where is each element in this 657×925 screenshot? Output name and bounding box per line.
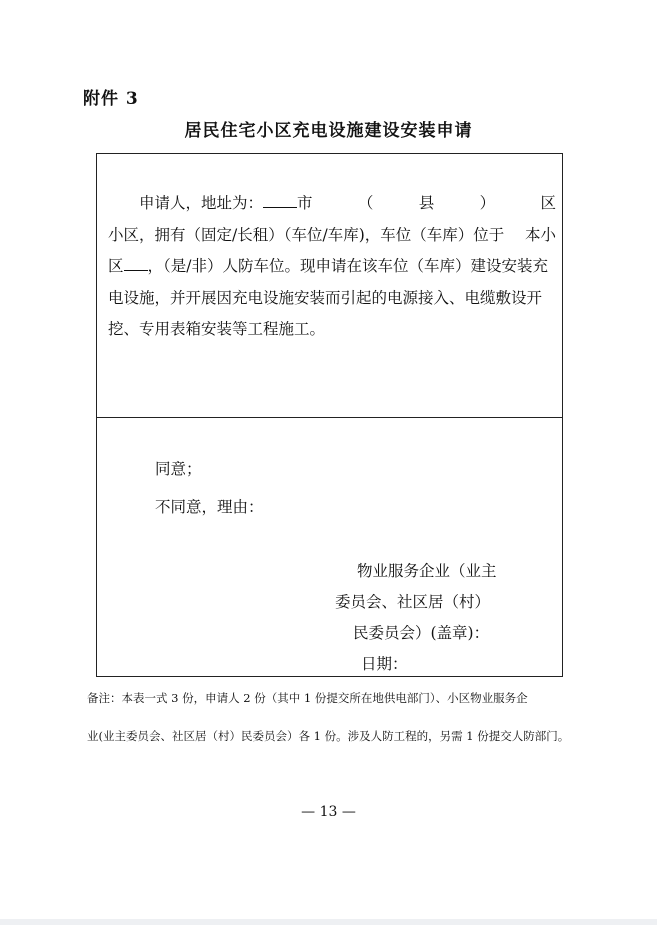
signature-line-2: 委员会、社区居（村） xyxy=(335,593,491,611)
page-number: — 13 — xyxy=(301,804,356,820)
note-line-1: 备注：本表一式 3 份，申请人 2 份（其中 1 份提交所在地供电部门）、小区物业服务企 xyxy=(87,691,528,705)
city-label: 市 xyxy=(297,194,313,212)
document-title: 居民住宅小区充电设施建设安装申请 xyxy=(184,121,473,141)
application-line-1 xyxy=(108,188,556,220)
parking-ownership-text: 小区，拥有（固定/长租）（车位/车库)，车位（车库）位于 xyxy=(108,225,505,244)
note-line-2: 业(业主委员会、社区居（村）民委员会）各 1 份。涉及人防工程的，另需 1 份提交人防部门。 xyxy=(87,729,570,743)
paren-open: （ xyxy=(357,194,374,212)
date-label: 日期： xyxy=(361,655,408,673)
disagree-option: 不同意，理由： xyxy=(155,498,264,516)
application-text xyxy=(108,188,556,346)
form-divider xyxy=(96,417,563,418)
signature-line-1: 物业服务企业（业主 xyxy=(357,562,497,580)
signature-block xyxy=(335,556,545,680)
community-label: 本小 xyxy=(524,225,556,244)
district-label: 区 xyxy=(540,194,556,212)
city-blank xyxy=(263,189,297,208)
application-line-4: 电设施，并开展因充电设施安装而引起的电源接入、电缆敷设开 xyxy=(108,288,543,307)
application-line-3 xyxy=(108,251,556,283)
county-label: 县 xyxy=(418,194,435,212)
signature-line-3: 民委员会）(盖章)： xyxy=(353,624,490,642)
application-line-5: 挖、专用表箱安装等工程施工。 xyxy=(108,320,326,338)
civil-defense-text: ，（是/非）人防车位。现申请在该车位（车库）建设安装充 xyxy=(147,257,548,275)
applicant-address-label: 申请人，地址为： xyxy=(139,194,264,212)
paren-close: ） xyxy=(479,194,496,212)
page-bottom-edge xyxy=(0,919,657,925)
agree-option: 同意； xyxy=(155,460,202,478)
attachment-label: 附件 3 xyxy=(83,89,139,109)
community-blank xyxy=(124,252,148,271)
community-end-label: 区 xyxy=(108,257,124,275)
application-line-2 xyxy=(108,220,556,252)
